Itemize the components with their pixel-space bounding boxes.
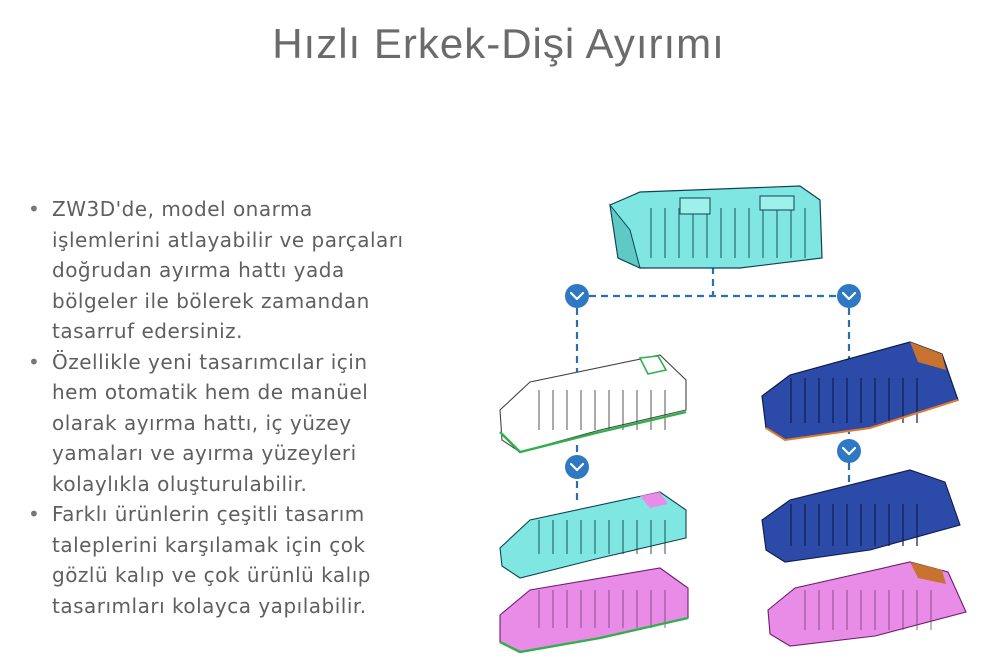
original-part-image: [610, 186, 822, 268]
core-split-right-image: [762, 470, 966, 646]
bullet-item: • Özellikle yeni tasarımcılar için hem otomatik hem de manüel olarak ayırma hattı, iç yüzey yamaları ve ayırma yüzeyleri kolaylıkla oluşturulabilir.: [28, 347, 408, 500]
core-part-image: [762, 342, 958, 440]
chevron-down-icon: [837, 439, 861, 463]
page-title: Hızlı Erkek-Dişi Ayırımı: [272, 20, 725, 67]
mold-split-diagram: [490, 170, 980, 665]
chevron-down-icon: [565, 455, 589, 479]
feature-bullet-list: [28, 194, 408, 621]
cavity-split-left-image: [500, 492, 688, 652]
chevron-down-icon: [837, 284, 861, 308]
bullet-item: • ZW3D'de, model onarma işlemlerini atlayabilir ve parçaları doğrudan ayırma hattı yada bölgeler ile bölerek zamandan tasarruf edersiniz.: [28, 194, 408, 347]
bullet-item: • Farklı ürünlerin çeşitli tasarım taleplerini karşılamak için çok gözlü kalıp ve çok ürünlü kalıp tasarımları kolayca yapılabilir.: [28, 499, 408, 621]
chevron-down-icon: [565, 284, 589, 308]
parting-line-part-image: [500, 355, 686, 452]
